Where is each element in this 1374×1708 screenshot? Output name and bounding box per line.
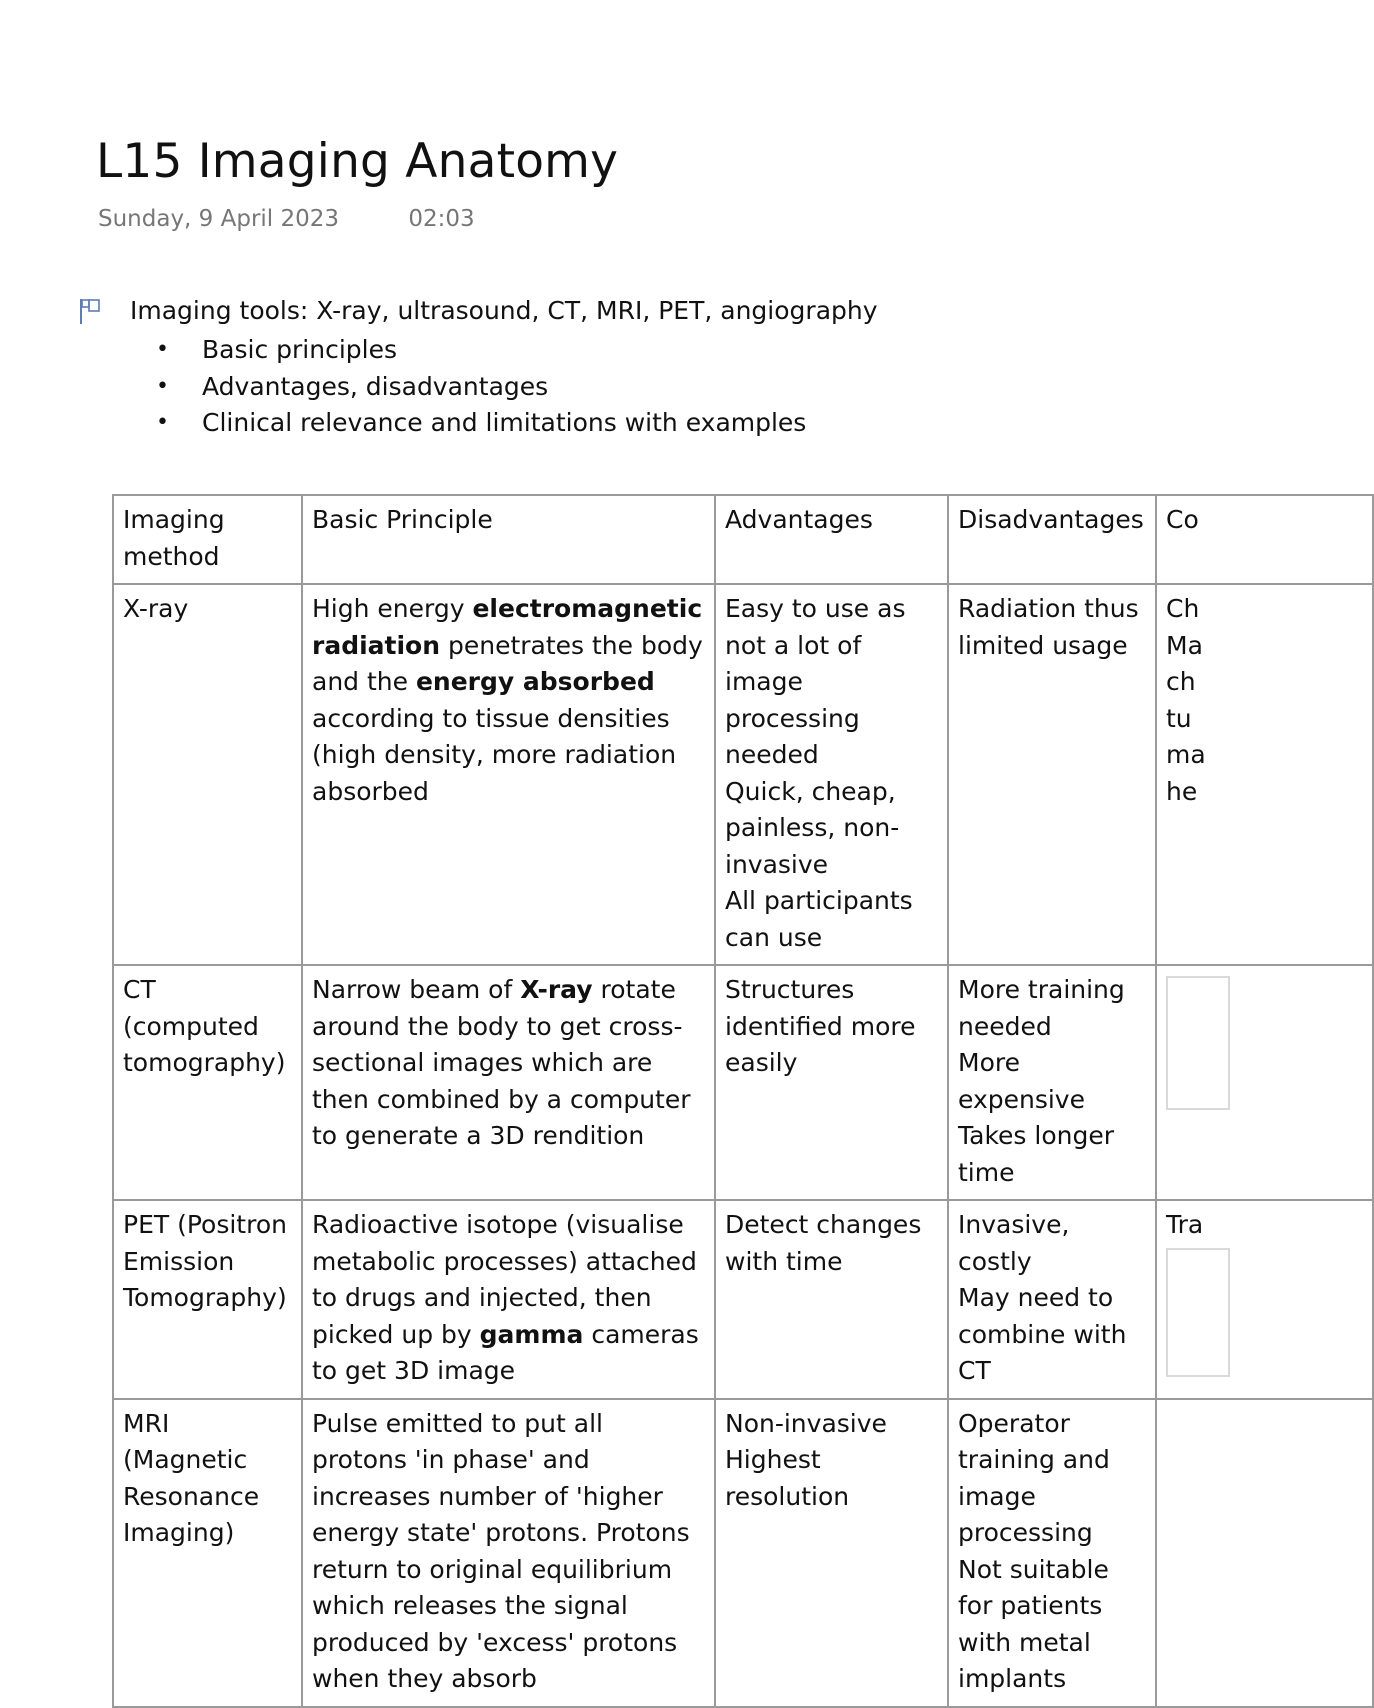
cell-principle: Radioactive isotope (visualise metabolic processes) attached to drugs and injected, then picked up by gamma cameras to get 3D image xyxy=(302,1200,715,1399)
cell-principle: Pulse emitted to put all protons 'in phase' and increases number of 'higher energy state' protons. Protons return to original equilibrium which releases the signal produced by 'excess' protons when they absorb xyxy=(302,1399,715,1707)
page-date: Sunday, 9 April 2023 xyxy=(98,206,340,232)
topic-list xyxy=(150,332,806,442)
header-disadvantages: Disadvantages xyxy=(948,495,1156,584)
header-imaging-method: Imaging method xyxy=(113,495,302,584)
page-time: 02:03 xyxy=(408,206,475,232)
cell-clinical: Ch Ma ch tu ma he xyxy=(1156,584,1373,965)
cell-disadvantages: More training needed More expensive Takes longer time xyxy=(948,965,1156,1200)
table-header-row xyxy=(113,495,1373,584)
cell-method: MRI (Magnetic Resonance Imaging) xyxy=(113,1399,302,1707)
imaging-table-viewport xyxy=(112,494,1206,1693)
cell-disadvantages: Radiation thus limited usage xyxy=(948,584,1156,965)
cell-clinical: Tra xyxy=(1156,1200,1373,1399)
embedded-image-placeholder[interactable] xyxy=(1166,976,1230,1110)
header-clinical: Co xyxy=(1156,495,1373,584)
flag-icon[interactable] xyxy=(78,297,104,325)
table-row xyxy=(113,965,1373,1200)
table-row xyxy=(113,584,1373,965)
header-basic-principle: Basic Principle xyxy=(302,495,715,584)
imaging-table xyxy=(112,494,1374,1708)
cell-principle: High energy electromagnetic radiation penetrates the body and the energy absorbed according to tissue densities (high density, more radiation absorbed xyxy=(302,584,715,965)
list-item: • Basic principles xyxy=(150,332,806,369)
cell-clinical xyxy=(1156,1399,1373,1707)
cell-advantages: Structures identified more easily xyxy=(715,965,948,1200)
cell-advantages: Non-invasive Highest resolution xyxy=(715,1399,948,1707)
cell-disadvantages: Invasive, costly May need to combine with CT xyxy=(948,1200,1156,1399)
cell-clinical xyxy=(1156,965,1373,1200)
page-title: L15 Imaging Anatomy xyxy=(96,134,619,189)
cell-disadvantages: Operator training and image processing Not suitable for patients with metal implants xyxy=(948,1399,1156,1707)
list-item: • Advantages, disadvantages xyxy=(150,369,806,406)
cell-principle: Narrow beam of X-ray rotate around the body to get cross-sectional images which are then combined by a computer to generate a 3D rendition xyxy=(302,965,715,1200)
cell-method: PET (Positron Emission Tomography) xyxy=(113,1200,302,1399)
table-row xyxy=(113,1399,1373,1707)
page-datetime xyxy=(98,206,475,232)
table-row xyxy=(113,1200,1373,1399)
intro-line xyxy=(78,296,878,325)
embedded-image-placeholder[interactable] xyxy=(1166,1248,1230,1377)
cell-method: X-ray xyxy=(113,584,302,965)
list-item: • Clinical relevance and limitations with examples xyxy=(150,405,806,442)
cell-advantages: Easy to use as not a lot of image processing needed Quick, cheap, painless, non-invasive All participants can use xyxy=(715,584,948,965)
cell-method: CT (computed tomography) xyxy=(113,965,302,1200)
intro-text: Imaging tools: X-ray, ultrasound, CT, MRI, PET, angiography xyxy=(130,296,878,325)
header-advantages: Advantages xyxy=(715,495,948,584)
cell-advantages: Detect changes with time xyxy=(715,1200,948,1399)
